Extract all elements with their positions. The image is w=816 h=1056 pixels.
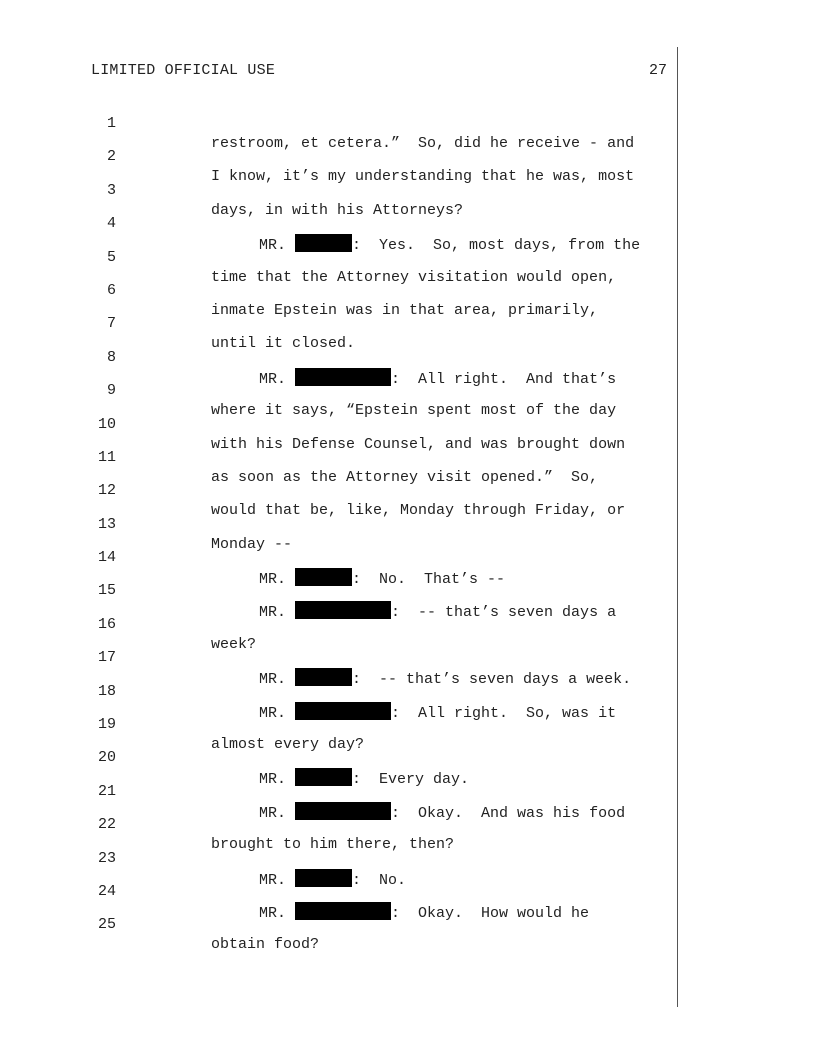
line-number: 18	[97, 682, 116, 700]
transcript-line	[0, 628, 816, 689]
classification-label: LIMITED OFFICIAL USE	[91, 62, 276, 79]
transcript-line	[0, 862, 816, 922]
line-number: 2	[106, 148, 116, 166]
line-text: inmate Epstein was in that area, primarily,	[211, 301, 599, 319]
transcript-line	[0, 461, 816, 520]
transcript-line	[0, 428, 816, 486]
transcript-line	[0, 795, 816, 854]
transcript-line	[0, 662, 816, 722]
transcript-line	[0, 528, 816, 589]
line-number: 13	[97, 515, 116, 533]
line-text: with his Defense Counsel, and was brought down	[211, 435, 626, 453]
line-number: 20	[97, 749, 116, 767]
line-text: time that the Attorney visitation would open,	[211, 268, 617, 286]
line-text: : No. That’s --	[352, 571, 506, 589]
line-text: : All right. So, was it	[391, 704, 617, 722]
transcript-line	[0, 94, 816, 152]
line-number: 25	[97, 916, 116, 934]
line-number: 4	[106, 215, 116, 233]
line-number: 23	[97, 849, 116, 867]
line-text: : All right. And that’s	[391, 370, 617, 388]
transcript-line	[0, 328, 816, 388]
line-text: : Okay. And was his food	[391, 804, 626, 822]
line-number: 24	[97, 882, 116, 900]
transcript-line	[0, 762, 816, 822]
line-text: : No.	[352, 871, 407, 889]
line-number: 17	[97, 649, 116, 667]
speaker-title: MR.	[259, 370, 287, 388]
transcript-line	[0, 728, 816, 789]
line-text: : Every day.	[352, 771, 470, 789]
line-text: : -- that’s seven days a	[391, 604, 617, 622]
line-number: 1	[106, 115, 116, 132]
line-text: : Yes. So, most days, from the	[352, 237, 641, 255]
speaker-title: MR.	[259, 237, 287, 255]
line-number: 10	[97, 415, 116, 433]
speaker-title: MR.	[259, 904, 287, 922]
line-text: : Okay. How would he	[391, 904, 590, 922]
line-text: Monday --	[211, 535, 293, 553]
line-number: 9	[106, 382, 116, 400]
line-text: : -- that’s seven days a week.	[352, 671, 632, 689]
speaker-title: MR.	[259, 704, 287, 722]
line-number: 22	[97, 816, 116, 834]
line-text: days, in with his Attorneys?	[211, 201, 464, 219]
line-number: 21	[97, 782, 116, 800]
line-number: 14	[97, 549, 116, 567]
line-text: until it closed.	[211, 335, 356, 353]
line-text: as soon as the Attorney visit opened.” So,	[211, 468, 599, 486]
transcript-line	[0, 895, 816, 954]
line-text: where it says, “Epstein spent most of the day	[211, 402, 617, 420]
line-number: 16	[97, 615, 116, 633]
line-text: week?	[211, 635, 257, 653]
line-number: 3	[106, 181, 116, 199]
transcript-line	[0, 695, 816, 754]
line-number: 6	[106, 281, 116, 299]
line-number: 7	[106, 315, 116, 333]
transcript-body	[0, 94, 816, 954]
page-number: 27	[648, 62, 667, 79]
line-number: 11	[97, 448, 116, 466]
transcript-line	[0, 829, 816, 889]
line-text: restroom, et cetera.” So, did he receive - and	[211, 135, 635, 152]
line-number: 15	[97, 582, 116, 600]
transcript-line	[0, 495, 816, 553]
line-text: almost every day?	[211, 736, 365, 754]
transcript-line	[0, 595, 816, 653]
page-header	[91, 62, 667, 80]
line-text: would that be, like, Monday through Friday, or	[211, 502, 626, 520]
line-number: 8	[106, 348, 116, 366]
line-text: brought to him there, then?	[211, 836, 455, 854]
speaker-title: MR.	[259, 604, 287, 622]
line-number: 12	[97, 482, 116, 500]
line-text: I know, it’s my understanding that he was, most	[211, 168, 635, 186]
transcript-line	[0, 161, 816, 219]
speaker-title: MR.	[259, 671, 287, 689]
transcript-line	[0, 561, 816, 622]
transcript-line	[0, 261, 816, 319]
transcript-line	[0, 194, 816, 255]
transcript-line	[0, 361, 816, 420]
line-text: obtain food?	[211, 936, 320, 954]
line-number: 19	[97, 716, 116, 734]
transcript-line	[0, 294, 816, 353]
transcript-line	[0, 127, 816, 186]
speaker-title: MR.	[259, 804, 287, 822]
speaker-title: MR.	[259, 571, 287, 589]
line-number: 5	[106, 248, 116, 266]
speaker-title: MR.	[259, 771, 287, 789]
speaker-title: MR.	[259, 871, 287, 889]
transcript-line	[0, 228, 816, 286]
transcript-line	[0, 395, 816, 453]
